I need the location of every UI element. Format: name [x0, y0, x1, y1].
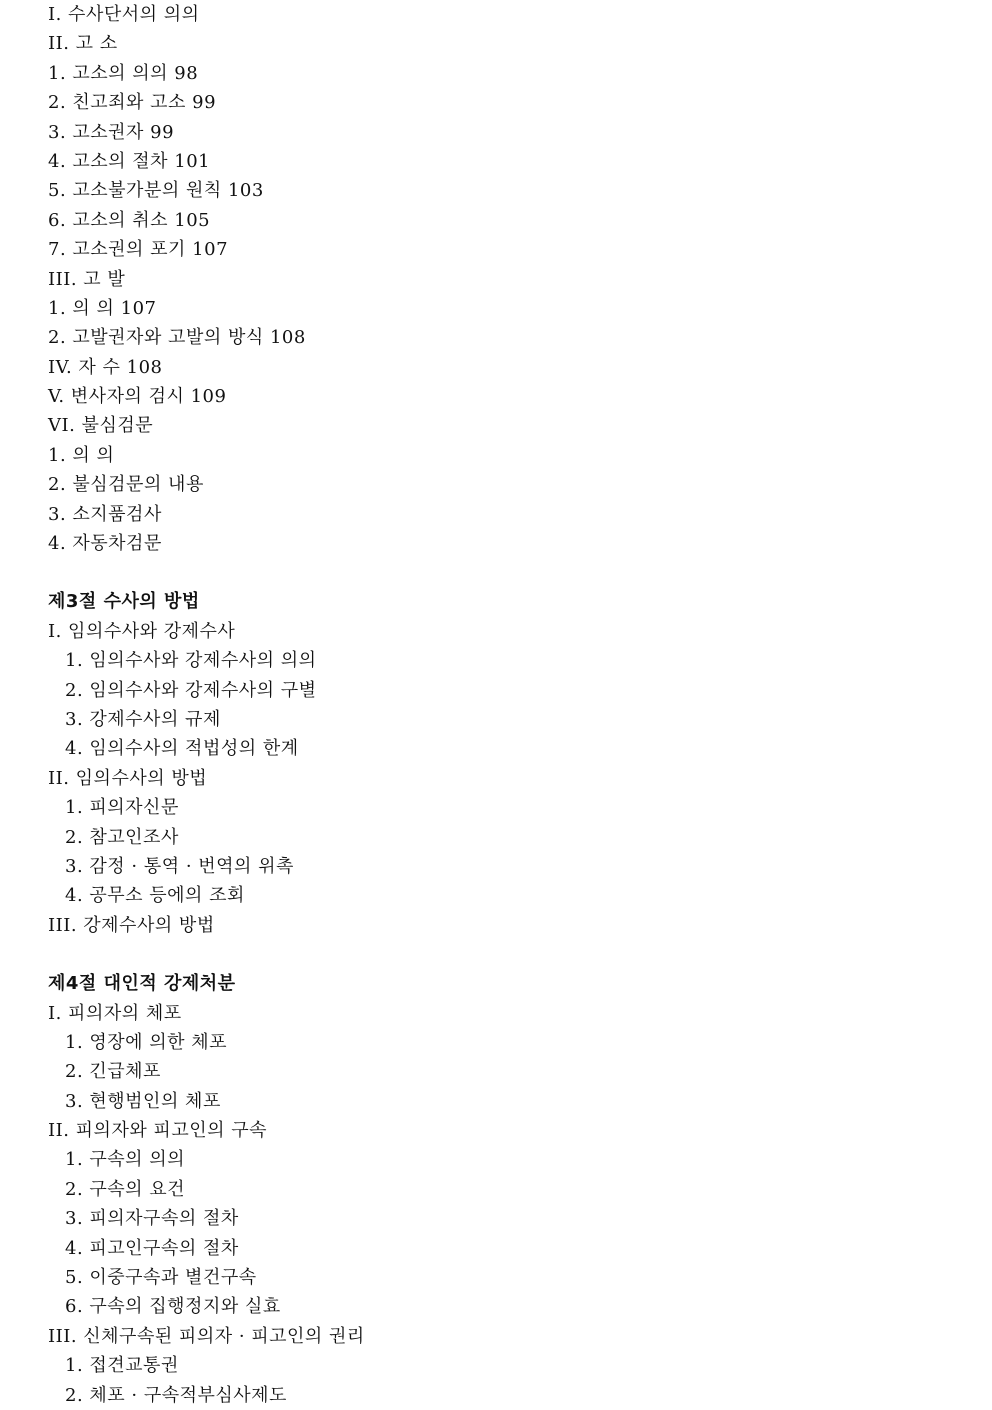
toc-entry: VI. 불심검문 [48, 415, 154, 437]
section-spacer [48, 940, 948, 969]
section-4-title: 제4절 대인적 강제처분 [48, 973, 236, 995]
toc-entry: II. 임의수사의 방법 [48, 767, 208, 789]
toc-entry: 3. 고소권자 99 [48, 121, 175, 143]
toc-entry: 1. 구속의 의의 [65, 1149, 186, 1171]
toc-entry: 3. 감정 · 통역 · 번역의 위촉 [65, 855, 294, 877]
toc-entry: 3. 소지품검사 [48, 503, 162, 525]
toc-entry: V. 변사자의 검시 109 [48, 386, 227, 408]
toc-entry: 2. 참고인조사 [65, 826, 179, 848]
toc-entry: 4. 자동차검문 [48, 533, 162, 555]
toc-entry: 2. 구속의 요건 [65, 1178, 186, 1200]
toc-entry: 3. 강제수사의 규제 [65, 708, 221, 730]
toc-entry: 1. 접견교통권 [65, 1355, 179, 1377]
toc-entry: III. 강제수사의 방법 [48, 914, 215, 936]
toc-entry: III. 신체구속된 피의자 · 피고인의 권리 [48, 1325, 365, 1347]
toc-entry: 4. 고소의 절차 101 [48, 150, 211, 172]
toc-entry: 2. 임의수사와 강제수사의 구별 [65, 679, 317, 701]
toc-entry: 4. 공무소 등에의 조회 [65, 885, 245, 907]
toc-entry: 1. 고소의 의의 98 [48, 62, 199, 84]
toc-entry: 3. 피의자구속의 절차 [65, 1208, 239, 1230]
toc-entry: 4. 임의수사의 적법성의 한계 [65, 738, 299, 760]
toc-entry: 5. 고소불가분의 원칙 103 [48, 180, 264, 202]
previous-section-list [48, 0, 948, 558]
section-3 [48, 587, 948, 940]
toc-entry: I. 수사단서의 의의 [48, 4, 200, 25]
section-spacer [48, 558, 948, 587]
toc-entry: 3. 현행범인의 체포 [65, 1090, 221, 1112]
toc-entry: 5. 이중구속과 별건구속 [65, 1267, 257, 1289]
toc-entry: III. 고 발 [48, 268, 126, 290]
toc-entry: 1. 의 의 [48, 444, 115, 466]
toc-entry: 2. 고발권자와 고발의 방식 108 [48, 327, 306, 349]
toc-entry: 4. 피고인구속의 절차 [65, 1237, 239, 1259]
section-3-title: 제3절 수사의 방법 [48, 591, 200, 613]
toc-entry: 2. 체포 · 구속적부심사제도 [65, 1384, 287, 1406]
section-4 [48, 969, 948, 1410]
toc-entry: I. 피의자의 체포 [48, 1002, 182, 1024]
toc-entry: II. 피의자와 피고인의 구속 [48, 1120, 267, 1142]
toc-entry: I. 임의수사와 강제수사 [48, 620, 236, 642]
toc-entry: 6. 구속의 집행정지와 실효 [65, 1296, 281, 1318]
toc-entry: 2. 긴급체포 [65, 1061, 161, 1083]
toc-entry: 1. 의 의 107 [48, 297, 157, 319]
toc-entry: 2. 불심검문의 내용 [48, 474, 204, 496]
toc-entry: 7. 고소권의 포기 107 [48, 239, 229, 261]
toc-entry: II. 고 소 [48, 33, 118, 55]
toc-entry: 1. 임의수사와 강제수사의 의의 [65, 650, 317, 672]
toc-entry: IV. 자 수 108 [48, 356, 163, 378]
toc-entry: 2. 친고죄와 고소 99 [48, 92, 217, 114]
toc-entry: 6. 고소의 취소 105 [48, 209, 211, 231]
toc-entry: 1. 영장에 의한 체포 [65, 1031, 228, 1053]
toc-entry: 1. 피의자신문 [65, 797, 179, 819]
table-of-contents-page [48, 0, 948, 1410]
